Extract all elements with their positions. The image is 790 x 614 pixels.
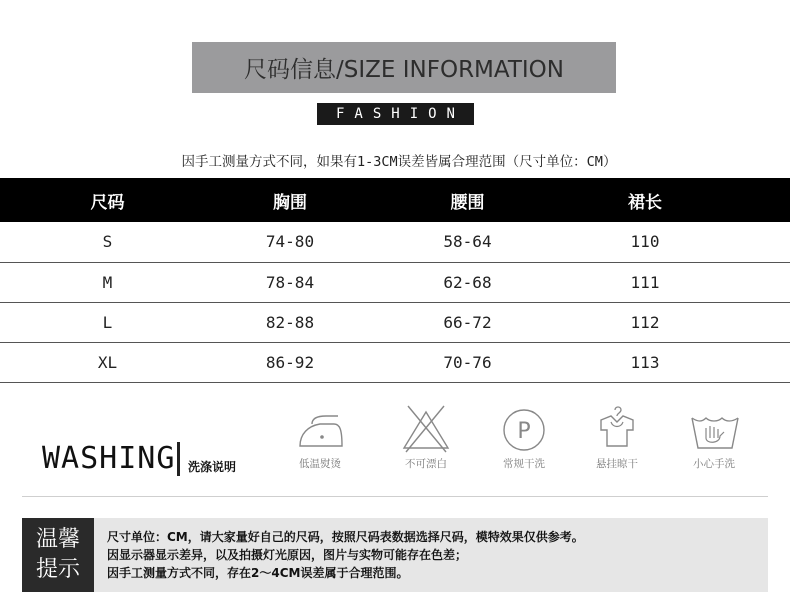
tip-line: 尺寸单位：CM，请大家量好自己的尺码，按照尺码表数据选择尺码，模特效果仅供参考。	[107, 530, 584, 544]
cell-spacer	[720, 222, 790, 262]
low-temp-iron-label: 低温熨烫	[299, 458, 341, 470]
no-bleach-label: 不可漂白	[405, 458, 447, 470]
dry-clean-icon	[494, 404, 554, 454]
size-table	[0, 178, 790, 383]
section-divider	[22, 496, 768, 497]
no-bleach-item	[386, 404, 466, 471]
hang-dry-icon	[587, 404, 647, 454]
cell-size: XL	[0, 342, 215, 382]
tips-text	[107, 528, 584, 582]
column-header-waist: 腰围	[365, 178, 570, 222]
washing-title: WASHING	[42, 441, 176, 476]
tips-tag	[22, 518, 94, 592]
no-bleach-icon	[396, 404, 456, 454]
size-info-title: 尺码信息/SIZE INFORMATION	[192, 42, 616, 93]
cell-spacer	[720, 302, 790, 342]
cell-waist: 70-76	[365, 342, 570, 382]
svg-text:P: P	[517, 419, 531, 444]
cell-length: 111	[570, 262, 720, 302]
cell-length: 113	[570, 342, 720, 382]
fashion-label: FASHION	[317, 103, 474, 125]
column-header-length: 裙长	[570, 178, 720, 222]
cell-size: L	[0, 302, 215, 342]
hang-dry-item	[577, 404, 657, 471]
cell-chest: 74-80	[215, 222, 365, 262]
table-row	[0, 302, 790, 342]
cell-spacer	[720, 342, 790, 382]
column-header-size: 尺码	[0, 178, 215, 222]
table-row	[0, 342, 790, 382]
column-header-chest: 胸围	[215, 178, 365, 222]
column-header-spacer	[720, 178, 790, 222]
washing-divider	[177, 442, 180, 476]
cell-waist: 58-64	[365, 222, 570, 262]
cell-size: S	[0, 222, 215, 262]
hand-wash-item	[674, 404, 754, 471]
table-row	[0, 222, 790, 262]
cell-waist: 62-68	[365, 262, 570, 302]
cell-spacer	[720, 262, 790, 302]
hand-wash-icon	[684, 404, 744, 454]
cell-waist: 66-72	[365, 302, 570, 342]
low-temp-iron-icon	[290, 404, 350, 454]
cell-chest: 86-92	[215, 342, 365, 382]
cell-chest: 78-84	[215, 262, 365, 302]
measurement-note: 因手工测量方式不同，如果有1-3CM误差皆属合理范围（尺寸单位：CM）	[181, 154, 617, 170]
dry-clean-label: 常规干洗	[503, 458, 545, 470]
table-row	[0, 262, 790, 302]
hang-dry-label: 悬挂晾干	[596, 458, 638, 470]
tip-line: 因显示器显示差异，以及拍摄灯光原因，图片与实物可能存在色差；	[107, 548, 468, 562]
hand-wash-label: 小心手洗	[693, 458, 735, 470]
dry-clean-item	[484, 404, 564, 471]
size-table-header	[0, 178, 790, 222]
washing-subtitle: 洗涤说明	[188, 460, 237, 474]
low-temp-iron-item	[280, 404, 360, 471]
cell-length: 110	[570, 222, 720, 262]
tips-tag-line2: 提示	[35, 557, 80, 582]
tips-tag-line1: 温馨	[35, 527, 80, 552]
cell-chest: 82-88	[215, 302, 365, 342]
tip-line: 因手工测量方式不同，存在2～4CM误差属于合理范围。	[107, 566, 409, 580]
cell-length: 112	[570, 302, 720, 342]
cell-size: M	[0, 262, 215, 302]
